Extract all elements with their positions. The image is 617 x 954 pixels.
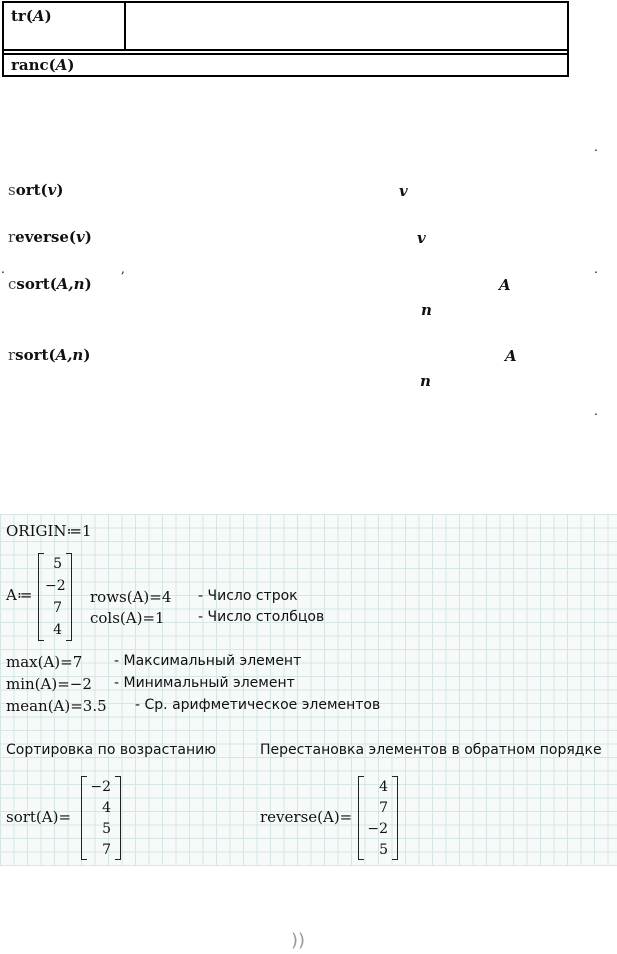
param-v: v — [399, 182, 408, 200]
param-n: n — [421, 301, 432, 319]
matrix-cells — [88, 776, 114, 860]
matrix-cell: 5 — [53, 556, 62, 572]
matrix-cells — [45, 553, 65, 641]
mathcad-worksheet — [0, 514, 617, 866]
function-name: tr(A) — [11, 7, 52, 25]
cols-expression: cols(A)=1 — [90, 609, 165, 627]
sort-heading: Сортировка по возрастанию — [6, 742, 217, 758]
param-v: v — [417, 229, 426, 247]
bracket-left — [358, 776, 364, 860]
table-row — [4, 3, 567, 51]
function-name: ranc(A) — [11, 56, 75, 74]
sort-expression: sort(A)= — [6, 808, 72, 826]
reverse-expression: reverse(A)= — [260, 808, 353, 826]
dot-mark: . — [594, 262, 598, 276]
matrix-cell: 4 — [53, 622, 62, 638]
matrix-cell: 7 — [53, 600, 62, 616]
bracket-left — [38, 553, 44, 641]
reverse-result-matrix — [358, 776, 398, 860]
function-csort: csort(A,n) — [8, 275, 92, 293]
param-A: A — [499, 276, 511, 294]
mean-comment: - Ср. арифметическое элементов — [135, 697, 381, 713]
matrix-cell: 4 — [102, 799, 111, 816]
table-row — [4, 53, 567, 75]
function-reverse: reverse(v) — [8, 228, 92, 246]
bracket-right — [392, 776, 398, 860]
matrix-cell: −2 — [90, 778, 111, 795]
dot-mark: , — [121, 262, 125, 276]
origin-definition: ORIGIN≔1 — [6, 522, 92, 540]
matrix-cell: −2 — [45, 578, 66, 594]
function-table — [2, 1, 569, 77]
matrix-cell: 7 — [379, 799, 388, 816]
matrix-cell: 4 — [379, 778, 388, 795]
dot-mark: . — [1, 262, 5, 276]
matrix-cell: 7 — [102, 841, 111, 858]
matrix-A — [38, 553, 72, 641]
rows-expression: rows(A)=4 — [90, 588, 172, 606]
bracket-right — [115, 776, 121, 860]
rows-comment: - Число строк — [198, 588, 298, 604]
matrix-cell: −2 — [367, 820, 388, 837]
matrix-cell: 5 — [379, 841, 388, 858]
bracket-right — [66, 553, 72, 641]
dot-mark: . — [594, 140, 598, 154]
cols-comment: - Число столбцов — [198, 609, 325, 625]
function-rsort: rsort(A,n) — [8, 346, 91, 364]
matrix-cells — [365, 776, 391, 860]
min-comment: - Минимальный элемент — [114, 675, 295, 691]
min-expression: min(A)=−2 — [6, 675, 92, 693]
matrix-A-label: A≔ — [6, 586, 33, 604]
matrix-cell: 5 — [102, 820, 111, 837]
page-footer-mark: )) — [291, 930, 306, 951]
sort-result-matrix — [81, 776, 121, 860]
param-n: n — [420, 372, 431, 390]
reverse-heading: Перестановка элементов в обратном порядке — [260, 742, 602, 758]
max-comment: - Максимальный элемент — [114, 653, 302, 669]
max-expression: max(A)=7 — [6, 653, 83, 671]
dot-mark: . — [594, 404, 598, 418]
table-cell — [4, 3, 126, 49]
param-A: A — [505, 347, 517, 365]
bracket-left — [81, 776, 87, 860]
function-sort: sort(v) — [8, 181, 64, 199]
mean-expression: mean(A)=3.5 — [6, 697, 107, 715]
